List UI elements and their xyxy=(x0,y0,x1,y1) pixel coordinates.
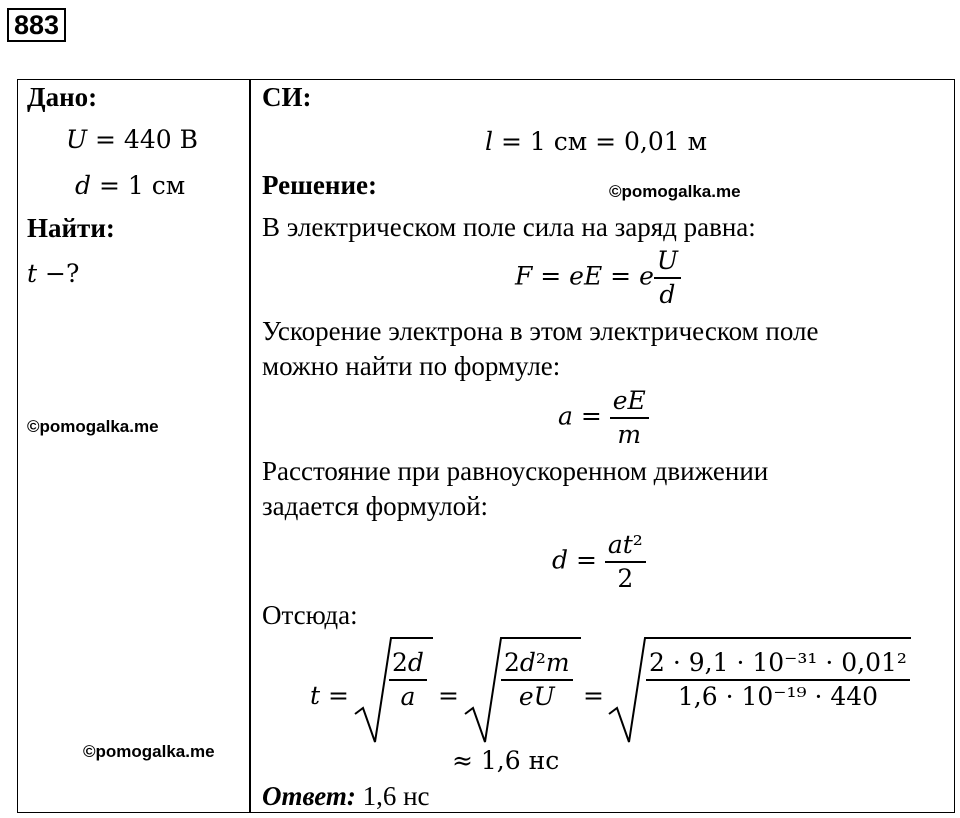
acc-num: 𝑒𝐸 xyxy=(612,386,646,415)
force-lhs: 𝐹 = 𝑒𝐸 = 𝑒 xyxy=(515,261,654,291)
acc-fraction xyxy=(610,385,649,451)
time-lhs: 𝑡 = xyxy=(310,681,349,710)
solution-heading: Решение: xyxy=(262,170,377,200)
frac3-den: 1,6 · 10⁻¹⁹ · 440 xyxy=(646,679,910,713)
frac2-den: 𝑒𝑈 xyxy=(501,679,573,713)
force-formula xyxy=(515,245,681,311)
acc-den: 𝑚 xyxy=(610,417,649,451)
answer-label: Ответ: xyxy=(262,781,356,811)
solution-text-distance-1: Расстояние при равноускоренном движении xyxy=(262,456,769,486)
given-heading: Дано: xyxy=(27,82,98,112)
acc-lhs: 𝑎 = xyxy=(558,401,602,431)
given-voltage: 𝑈 = 440 В xyxy=(66,125,198,154)
solution-text-distance-2: задается формулой: xyxy=(262,491,489,521)
find-heading: Найти: xyxy=(27,213,115,243)
solution-table xyxy=(17,79,955,813)
frac1-den: 𝑎 xyxy=(389,679,427,713)
time-fraction-3 xyxy=(646,647,910,713)
time-fraction-2 xyxy=(501,647,573,713)
watermark: ©pomogalka.me xyxy=(83,742,215,761)
watermark: ©pomogalka.me xyxy=(609,182,741,201)
solution-text-acceleration-1: Ускорение электрона в этом электрическом поле xyxy=(262,316,819,346)
answer xyxy=(262,781,430,812)
problem-number: 883 xyxy=(7,8,66,42)
acceleration-formula xyxy=(558,385,649,451)
si-heading: СИ: xyxy=(262,82,312,112)
answer-value: 1,6 нс xyxy=(362,781,430,811)
dist-num: 𝑎𝑡² xyxy=(607,530,643,559)
force-num: 𝑈 xyxy=(656,246,678,275)
solution-text-acceleration-2: можно найти по формуле: xyxy=(262,351,561,381)
frac2-num: 2𝑑²𝑚 xyxy=(504,648,570,677)
force-den: 𝑑 xyxy=(654,277,681,311)
dist-fraction xyxy=(605,529,646,595)
given-distance: 𝑑 = 1 см xyxy=(75,171,186,200)
frac3-num: 2 · 9,1 · 10⁻³¹ · 0,01² xyxy=(649,648,907,677)
equals-sign: = xyxy=(438,681,459,710)
equals-sign: = xyxy=(583,681,604,710)
distance-formula xyxy=(552,529,646,595)
time-result: ≈ 1,6 нс xyxy=(452,746,560,775)
solution-text-hence: Отсюда: xyxy=(262,600,358,630)
find-value: 𝑡 −? xyxy=(27,259,80,288)
column-divider xyxy=(249,80,251,812)
si-conversion: 𝑙 = 1 см = 0,01 м xyxy=(485,127,708,156)
time-fraction-1 xyxy=(389,647,427,713)
dist-lhs: 𝑑 = xyxy=(552,545,597,575)
solution-text-force: В электрическом поле сила на заряд равна: xyxy=(262,212,756,242)
dist-den: 2 xyxy=(605,561,646,595)
watermark: ©pomogalka.me xyxy=(27,417,159,436)
frac1-num: 2𝑑 xyxy=(392,648,424,677)
force-fraction xyxy=(654,245,681,311)
